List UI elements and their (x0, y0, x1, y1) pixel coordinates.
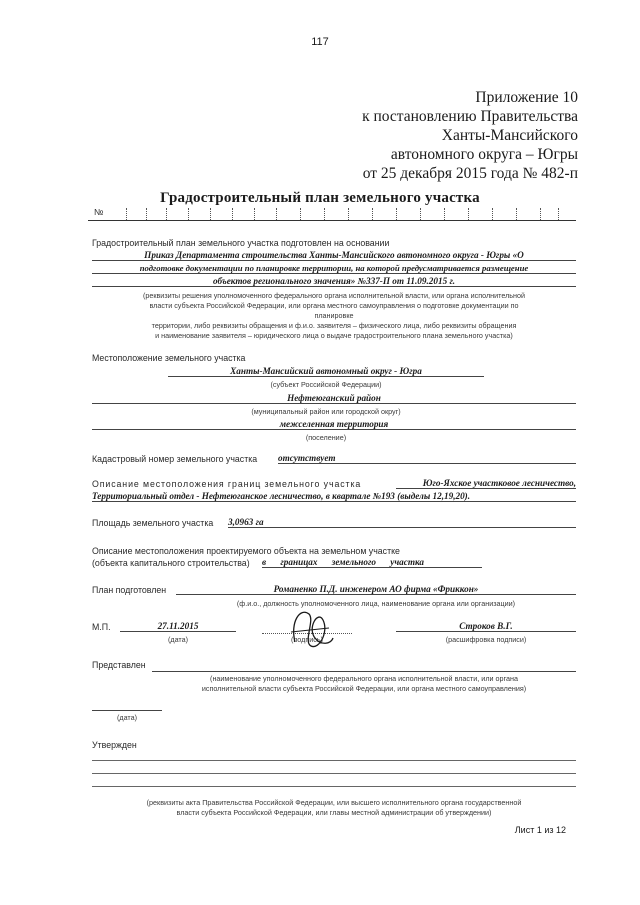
location-label: Местоположение земельного участка (92, 353, 246, 363)
basis-caption: и наименование заявителя – юридического лица о выдаче градостроительного плана земельного участка) (155, 331, 513, 340)
presented-date-line (92, 710, 162, 711)
approved-label: Утвержден (92, 740, 137, 750)
approved-line (92, 786, 576, 787)
boundaries-value1: Юго-Яхское участковое лесничество, (396, 478, 576, 489)
page-number: 117 (311, 36, 329, 48)
prepared-label: План подготовлен (92, 585, 167, 595)
location-district: Нефтеюганский район (92, 393, 576, 404)
settlement-caption: (поселение) (305, 433, 347, 442)
presented-label: Представлен (92, 660, 146, 670)
presented-caption: (наименование уполномоченного федерального органа исполнительной власти, или органа (210, 674, 518, 683)
basis-caption: (реквизиты решения уполномоченного федерального органа исполнительной власти, или органа исполнительной (142, 291, 526, 300)
prepared-value: Романенко П.Д. инженером АО фирма «Фриккон» (176, 584, 576, 595)
approved-caption: (реквизиты акта Правительства Российской Федерации, или высшего исполнительного органа государственной (146, 798, 522, 807)
area-label: Площадь земельного участка (92, 518, 214, 528)
basis-caption: планировке (314, 311, 354, 320)
cadastral-label: Кадастровый номер земельного участка (92, 454, 258, 464)
number-field (88, 206, 576, 221)
basis-label: Градостроительный план земельного участка подготовлен на основании (92, 238, 390, 248)
handwritten-signature (285, 602, 335, 657)
basis-line1: Приказ Департамента строительства Ханты-Мансийского автономного округа - Югры «О (92, 250, 576, 261)
document-title: Градостроительный план земельного участка (160, 190, 480, 206)
number-label: № (94, 207, 104, 217)
prepared-caption: (ф.и.о., должность уполномоченного лица, наименование органа или организации) (236, 599, 516, 608)
presented-caption: исполнительной власти субъекта Российской Федерации, или органа местного самоуправления) (201, 684, 527, 693)
location-settlement: межселенная территория (92, 419, 576, 430)
date-value: 27.11.2015 (120, 621, 236, 632)
cadastral-value: отсутствует (278, 453, 576, 464)
boundaries-label: Описание местоположения границ земельного участка (92, 479, 362, 489)
object-location-label: Описание местоположения проектируемого объекта на земельном участке (92, 546, 400, 556)
object-location-value: в границах земельного участка (262, 557, 482, 568)
basis-line3: объектов регионального значения» №337-П от 11.09.2015 г. (92, 276, 576, 287)
appendix-header (362, 88, 578, 183)
decoded-caption: (расшифровка подписи) (445, 635, 527, 644)
sheet-number: Лист 1 из 12 (514, 825, 566, 835)
presented-date-caption: (дата) (116, 713, 138, 722)
basis-caption: территории, либо реквизиты обращения и ф.и.о. заявителя – физического лица, либо реквизиты обращения (151, 321, 517, 330)
date-caption: (дата) (167, 635, 189, 644)
decoded-signature: Строков В.Г. (396, 621, 576, 632)
seal-label: М.П. (92, 622, 111, 632)
location-subject: Ханты-Мансийский автономный округ - Югра (168, 366, 484, 377)
subject-caption: (субъект Российской Федерации) (270, 380, 382, 389)
signature-caption: (подпись) (291, 635, 323, 644)
appendix-line: автономного округа – Югры (390, 146, 578, 163)
appendix-line: Приложение 10 (475, 89, 578, 106)
approved-caption: власти субъекта Российской Федерации, или главы местной администрации об утверждении) (176, 808, 492, 817)
approved-line (92, 773, 576, 774)
basis-caption: власти субъекта Российской Федерации, или органа местного самоуправления о подготовке документации по (149, 301, 519, 310)
appendix-line: Ханты-Мансийского (441, 127, 578, 144)
area-value: 3,0963 га (228, 517, 576, 528)
appendix-line: от 25 декабря 2015 года № 482-п (362, 165, 578, 182)
boundaries-value2: Территориальный отдел - Нефтеюганское лесничество, в квартале №193 (выделы 12,19,20). (92, 491, 576, 502)
object-location-sublabel: (объекта капитального строительства) (92, 558, 250, 568)
district-caption: (муниципальный район или городской округ) (251, 407, 401, 416)
appendix-line: к постановлению Правительства (362, 108, 578, 125)
presented-line (152, 671, 576, 672)
approved-line (92, 760, 576, 761)
basis-line2: подготовке документации по планировке территории, на которой предусматривается размещение (92, 263, 576, 274)
